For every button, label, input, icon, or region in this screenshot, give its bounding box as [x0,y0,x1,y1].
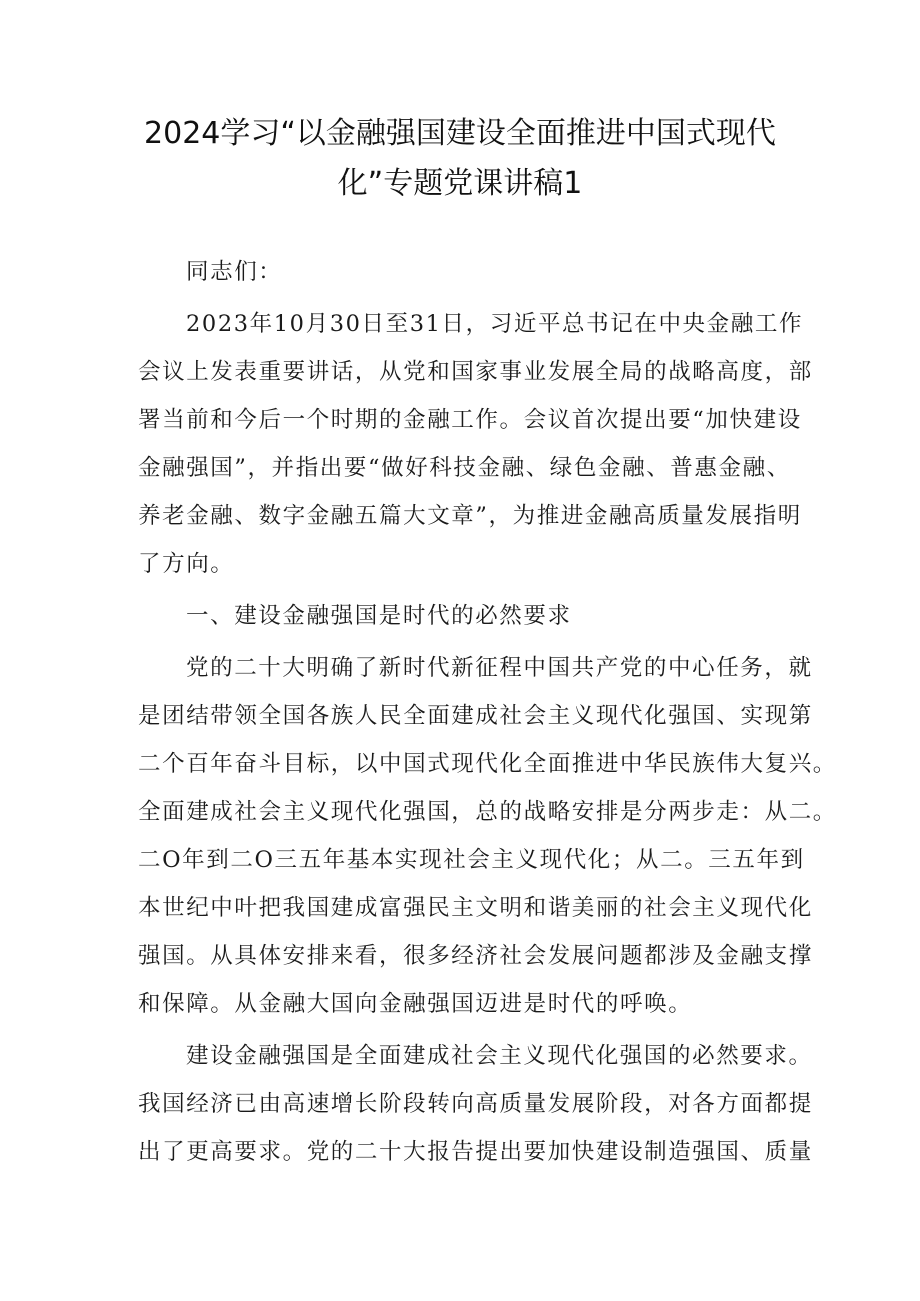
paragraph-line: 强国。从具体安排来看，很多经济社会发展问题都涉及金融支撑 [138,943,813,969]
paragraph-line: 是团结带领全国各族人民全面建成社会主义现代化强国、实现第 [138,703,813,729]
paragraph-line: 了方向。 [138,551,235,577]
document-body [138,248,837,1176]
paragraph-line: 出了更高要求。党的二十大报告提出要加快建设制造强国、质量 [138,1139,813,1165]
paragraph-line: 金融强国”，并指出要“做好科技金融、绿色金融、普惠金融、 [138,455,791,481]
document-title-line-2: 化”专题党课讲稿1 [337,166,583,201]
paragraph-line: 2023年10月30日至31日，习近平总书记在中央金融工作 [186,311,804,337]
paragraph-line: 会议上发表重要讲话，从党和国家事业发展全局的战略高度，部 [138,359,813,385]
paragraph-line: 二O年到二O三五年基本实现社会主义现代化；从二。三五年到 [138,847,805,873]
paragraph-2 [138,644,837,1028]
paragraph-line: 二个百年奋斗目标，以中国式现代化全面推进中华民族伟大复兴。 [138,751,837,777]
paragraph-line: 全面建成社会主义现代化强国，总的战略安排是分两步走：从二。 [138,799,837,825]
paragraph-line: 和保障。从金融大国向金融强国迈进是时代的呼唤。 [138,991,693,1017]
document-title-line-1: 2024学习“以金融强国建设全面推进中国式现代 [144,116,776,151]
salutation: 同志们： [186,259,283,285]
section-heading-text: 一、建设金融强国是时代的必然要求 [186,603,572,629]
paragraph-line: 署当前和今后一个时期的金融工作。会议首次提出要“加快建设 [138,407,802,433]
paragraph-line: 我国经济已由高速增长阶段转向高质量发展阶段，对各方面都提 [138,1091,813,1117]
paragraph-line: 本世纪中叶把我国建成富强民主文明和谐美丽的社会主义现代化 [138,895,813,921]
paragraph-line: 党的二十大明确了新时代新征程中国共产党的中心任务，就 [186,655,813,681]
paragraph-3 [138,1032,813,1176]
paragraph-line: 建设金融强国是全面建成社会主义现代化强国的必然要求。 [186,1043,813,1069]
paragraph-1 [138,300,813,588]
section-heading-1 [138,592,798,640]
paragraph-line: 养老金融、数字金融五篇大文章”，为推进金融高质量发展指明 [138,503,802,529]
